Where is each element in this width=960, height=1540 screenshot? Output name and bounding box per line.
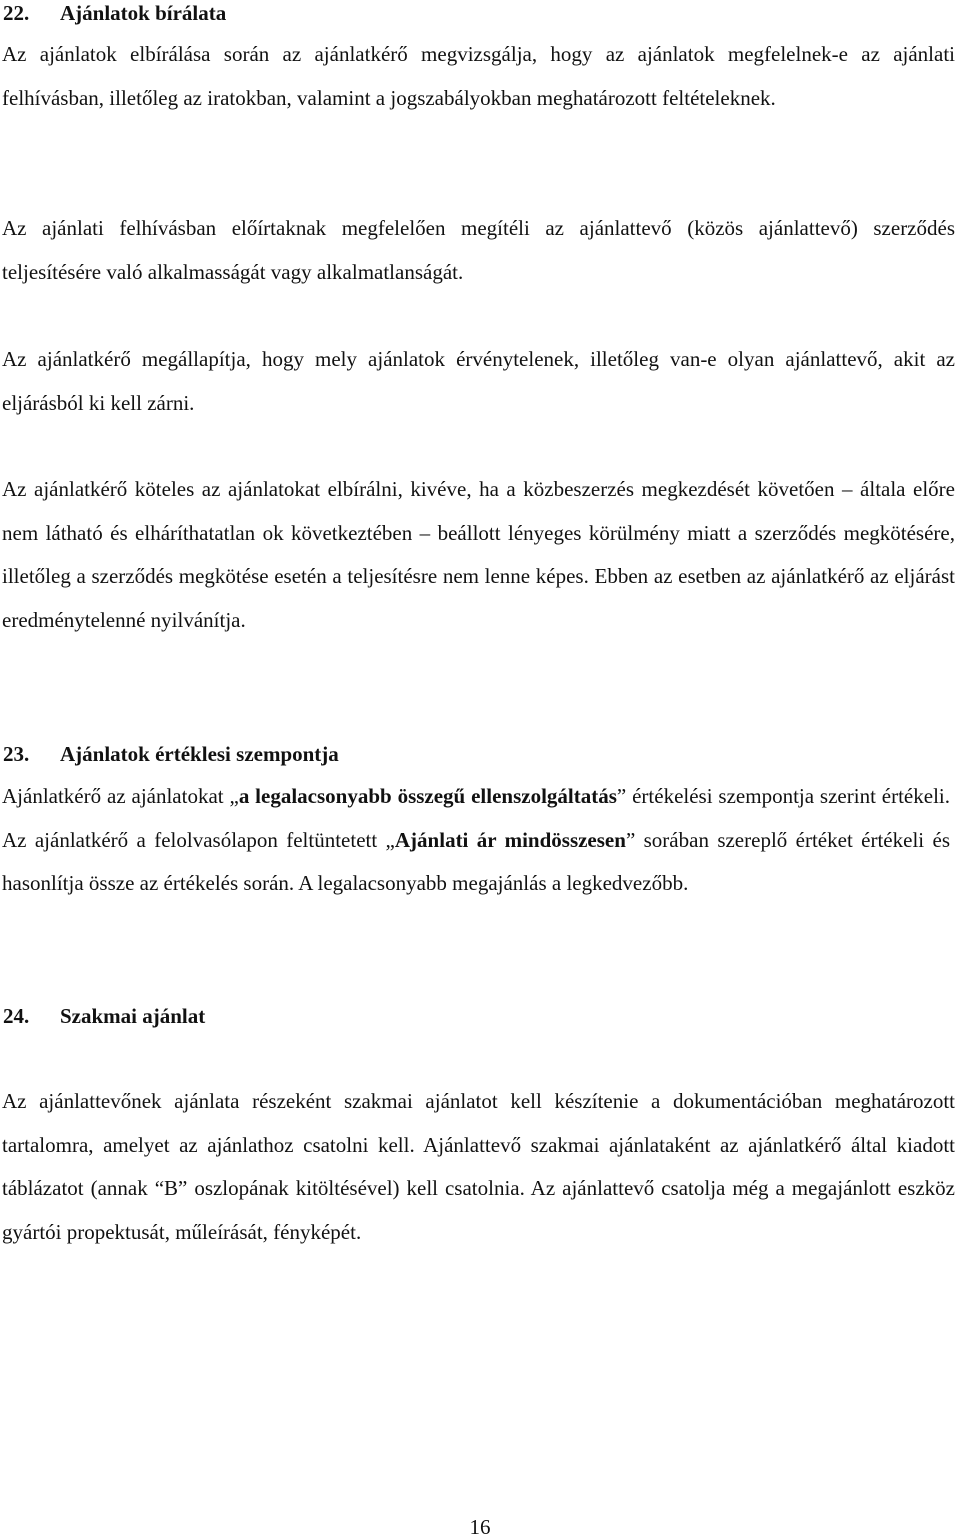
section-23-title: Ajánlatok értéklesi szempontja [60,742,339,766]
section-22-heading [3,0,226,26]
section-22-paragraph-2: Az ajánlati felhívásban előírtaknak megfelelően megítéli az ajánlattevő (közös ajánlattevő) szerződés teljesítésére való alkalmasságát vagy alkalmatlanságát. [2,216,955,284]
section-22-paragraph-4: Az ajánlatkérő köteles az ajánlatokat elbírálni, kivéve, ha a közbeszerzés megkezdését követően – általa előre nem látható és elháríthatatlan ok következtében – beállott lényeges körülmény miatt a szerződés megkötésére, illetőleg a szerződés megkötése esetén a teljesítésre nem lenne képes. Ebben az esetben az ajánlatkérő az eljárást eredménytelenné nyilvánítja. [2,477,955,633]
section-23-number: 23. [3,742,30,766]
section-22-paragraph-1: Az ajánlatok elbírálása során az ajánlatkérő megvizsgálja, hogy az ajánlatok megfelelnek-e az ajánlati felhívásban, illetőleg az iratokban, valamint a jogszabályokban meghatározott feltételeknek. [2,42,955,110]
section-23-text-3: ” sorában szereplő értéket értékeli és hasonlítja össze az értékelés során. A legalacsonyabb megajánlás a legkedvezőbb. [2,827,950,896]
section-23-paragraph [2,775,950,906]
section-23-bold-price: Ajánlati ár mindösszesen [394,827,626,852]
section-24-paragraph: Az ajánlattevőnek ajánlata részeként szakmai ajánlatot kell készítenie a dokumentációban meghatározott tartalomra, amelyet az ajánlathoz csatolni kell. Ajánlattevő szakmai ajánlataként az ajánlatkérő által kiadott táblázatot (annak “B” oszlopának kitöltésével) kell csatolnia. Az ajánlattevő csatolja még a megajánlott eszköz gyártói propektusát, műleírását, fényképét. [2,1089,955,1245]
page-number: 16 [469,1515,491,1539]
section-22-title: Ajánlatok bírálata [60,1,227,25]
section-23-text-2: ” értékelési szempontja szerint értékeli. Az ajánlatkérő a felolvasólapon feltüntetett „ [2,784,950,852]
section-23-bold-criterion: a legalacsonyabb összegű ellenszolgáltatás [238,784,617,808]
section-24-heading [3,1003,205,1029]
section-23-heading [3,741,339,767]
section-23-text-1: Ajánlatkérő az ajánlatokat „ [2,784,239,808]
section-24-number: 24. [3,1004,30,1028]
section-24-title: Szakmai ajánlat [60,1004,206,1028]
section-22-number: 22. [3,1,30,25]
section-22-paragraph-3: Az ajánlatkérő megállapítja, hogy mely ajánlatok érvénytelenek, illetőleg van-e olyan ajánlattevő, akit az eljárásból ki kell zárni. [2,347,955,415]
